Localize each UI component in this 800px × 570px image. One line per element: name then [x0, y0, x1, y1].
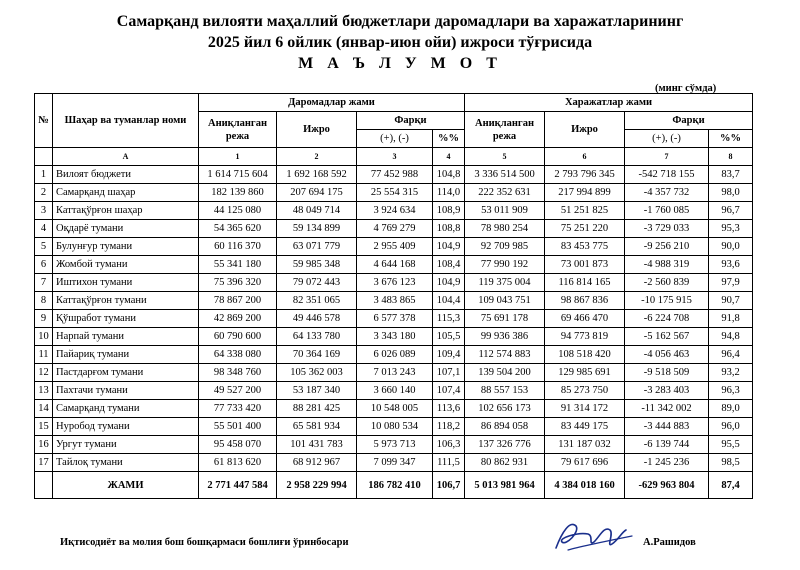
- total-revenue-diff: 186 782 410: [357, 472, 433, 499]
- row-no: 11: [35, 346, 53, 364]
- header-name: Шаҳар ва туманлар номи: [53, 94, 199, 148]
- row-revenue-percent: 104,9: [433, 274, 465, 292]
- row-revenue-diff: 2 955 409: [357, 238, 433, 256]
- row-revenue-plan: 98 348 760: [199, 364, 277, 382]
- row-revenue-plan: 182 139 860: [199, 184, 277, 202]
- row-expense-actual: 98 867 836: [545, 292, 625, 310]
- row-revenue-plan: 49 527 200: [199, 382, 277, 400]
- table-row: [35, 382, 753, 400]
- col-index-7: 7: [625, 148, 709, 166]
- total-revenue-plan: 2 771 447 584: [199, 472, 277, 499]
- row-expense-actual: 131 187 032: [545, 436, 625, 454]
- row-expense-plan: 112 574 883: [465, 346, 545, 364]
- row-expense-actual: 75 251 220: [545, 220, 625, 238]
- row-expense-plan: 88 557 153: [465, 382, 545, 400]
- table-row: [35, 436, 753, 454]
- row-revenue-diff: 4 644 168: [357, 256, 433, 274]
- row-no: 8: [35, 292, 53, 310]
- header-revenue-actual: Ижро: [277, 112, 357, 148]
- row-revenue-plan: 55 341 180: [199, 256, 277, 274]
- row-revenue-actual: 59 134 899: [277, 220, 357, 238]
- row-expense-plan: 99 936 386: [465, 328, 545, 346]
- row-revenue-actual: 82 351 065: [277, 292, 357, 310]
- row-revenue-actual: 63 071 779: [277, 238, 357, 256]
- row-expense-actual: 108 518 420: [545, 346, 625, 364]
- row-name: Тайлоқ тумани: [53, 454, 199, 472]
- document-title-info: М А Ъ Л У М О Т: [298, 55, 502, 72]
- row-name: Ургут тумани: [53, 436, 199, 454]
- row-expense-plan: 109 043 751: [465, 292, 545, 310]
- row-no: 13: [35, 382, 53, 400]
- row-expense-percent: 95,5: [709, 436, 753, 454]
- row-revenue-percent: 115,3: [433, 310, 465, 328]
- row-revenue-actual: 79 072 443: [277, 274, 357, 292]
- row-expense-actual: 94 773 819: [545, 328, 625, 346]
- header-expense-actual: Ижро: [545, 112, 625, 148]
- row-revenue-plan: 77 733 420: [199, 400, 277, 418]
- row-revenue-diff: 10 548 005: [357, 400, 433, 418]
- row-expense-diff: -1 760 085: [625, 202, 709, 220]
- row-expense-percent: 96,0: [709, 418, 753, 436]
- col-index-6: 6: [545, 148, 625, 166]
- row-expense-diff: -11 342 002: [625, 400, 709, 418]
- row-no: 9: [35, 310, 53, 328]
- row-expense-plan: 139 504 200: [465, 364, 545, 382]
- row-expense-actual: 51 251 825: [545, 202, 625, 220]
- row-expense-diff: -10 175 915: [625, 292, 709, 310]
- row-expense-plan: 3 336 514 500: [465, 166, 545, 184]
- row-expense-actual: 79 617 696: [545, 454, 625, 472]
- row-expense-actual: 83 453 775: [545, 238, 625, 256]
- row-revenue-plan: 75 396 320: [199, 274, 277, 292]
- total-expense-percent: 87,4: [709, 472, 753, 499]
- row-no: 14: [35, 400, 53, 418]
- document-title-line-1: Самарқанд вилояти маҳаллий бюджетлари даромадлари ва харажатларининг: [116, 13, 684, 30]
- row-expense-plan: 75 691 178: [465, 310, 545, 328]
- signatory-name: А.Рашидов: [643, 537, 696, 548]
- row-expense-percent: 95,3: [709, 220, 753, 238]
- row-no: 6: [35, 256, 53, 274]
- table-row: [35, 202, 753, 220]
- total-expense-plan: 5 013 981 964: [465, 472, 545, 499]
- row-no: 10: [35, 328, 53, 346]
- row-expense-diff: -3 729 033: [625, 220, 709, 238]
- row-revenue-diff: 6 026 089: [357, 346, 433, 364]
- row-expense-diff: -6 139 744: [625, 436, 709, 454]
- row-expense-diff: -4 056 463: [625, 346, 709, 364]
- document-title-line-2: 2025 йил 6 ойлик (январ-июн ойи) ижроси тўғрисида: [207, 34, 593, 51]
- row-revenue-actual: 105 362 003: [277, 364, 357, 382]
- header-revenue-percent: %%: [433, 130, 465, 148]
- row-name: Пайариқ тумани: [53, 346, 199, 364]
- signatory-position: Иқтисодиёт ва молия бош бошқармаси бошлиғи ўринбосари: [60, 537, 349, 548]
- table-row: [35, 256, 753, 274]
- row-no: 7: [35, 274, 53, 292]
- row-revenue-percent: 108,4: [433, 256, 465, 274]
- row-expense-plan: 80 862 931: [465, 454, 545, 472]
- row-revenue-percent: 108,8: [433, 220, 465, 238]
- col-index-3: 3: [357, 148, 433, 166]
- total-row: [35, 472, 753, 499]
- row-expense-diff: -3 444 883: [625, 418, 709, 436]
- col-index-5: 5: [465, 148, 545, 166]
- row-expense-diff: -4 357 732: [625, 184, 709, 202]
- row-revenue-actual: 68 912 967: [277, 454, 357, 472]
- row-revenue-plan: 60 116 370: [199, 238, 277, 256]
- table-row: [35, 238, 753, 256]
- row-name: Жомбой тумани: [53, 256, 199, 274]
- row-expense-diff: -5 162 567: [625, 328, 709, 346]
- row-name: Нарпай тумани: [53, 328, 199, 346]
- row-name: Самарқанд шаҳар: [53, 184, 199, 202]
- header-revenue-plus-minus: (+), (-): [357, 130, 433, 148]
- row-revenue-actual: 59 985 348: [277, 256, 357, 274]
- row-revenue-actual: 70 364 169: [277, 346, 357, 364]
- header-expense-percent: %%: [709, 130, 753, 148]
- row-revenue-diff: 3 483 865: [357, 292, 433, 310]
- row-revenue-actual: 207 694 175: [277, 184, 357, 202]
- col-index-1: 1: [199, 148, 277, 166]
- row-revenue-diff: 3 660 140: [357, 382, 433, 400]
- row-revenue-diff: 7 099 347: [357, 454, 433, 472]
- header-no: №: [35, 94, 53, 148]
- row-expense-plan: 53 011 909: [465, 202, 545, 220]
- row-revenue-plan: 44 125 080: [199, 202, 277, 220]
- row-expense-actual: 91 314 172: [545, 400, 625, 418]
- row-revenue-plan: 78 867 200: [199, 292, 277, 310]
- row-expense-percent: 96,7: [709, 202, 753, 220]
- row-expense-percent: 96,3: [709, 382, 753, 400]
- row-expense-plan: 77 990 192: [465, 256, 545, 274]
- row-expense-diff: -542 718 155: [625, 166, 709, 184]
- row-revenue-plan: 55 501 400: [199, 418, 277, 436]
- header-expense-diff: Фарқи: [625, 112, 753, 130]
- row-expense-percent: 91,8: [709, 310, 753, 328]
- row-revenue-plan: 61 813 620: [199, 454, 277, 472]
- row-expense-plan: 119 375 004: [465, 274, 545, 292]
- row-expense-percent: 90,0: [709, 238, 753, 256]
- total-label: ЖАМИ: [53, 472, 199, 499]
- row-expense-actual: 83 449 175: [545, 418, 625, 436]
- row-expense-actual: 129 985 691: [545, 364, 625, 382]
- row-expense-diff: -2 560 839: [625, 274, 709, 292]
- row-expense-diff: -6 224 708: [625, 310, 709, 328]
- row-expense-percent: 93,6: [709, 256, 753, 274]
- row-revenue-diff: 3 924 634: [357, 202, 433, 220]
- row-name: Пастдарғом тумани: [53, 364, 199, 382]
- row-no: 15: [35, 418, 53, 436]
- row-expense-diff: -1 245 236: [625, 454, 709, 472]
- col-index-8: 8: [709, 148, 753, 166]
- row-no: 3: [35, 202, 53, 220]
- row-revenue-diff: 5 973 713: [357, 436, 433, 454]
- col-index-4: 4: [433, 148, 465, 166]
- row-revenue-percent: 109,4: [433, 346, 465, 364]
- row-expense-percent: 93,2: [709, 364, 753, 382]
- row-expense-plan: 137 326 776: [465, 436, 545, 454]
- row-expense-plan: 92 709 985: [465, 238, 545, 256]
- row-revenue-actual: 64 133 780: [277, 328, 357, 346]
- row-revenue-percent: 105,5: [433, 328, 465, 346]
- row-revenue-diff: 3 676 123: [357, 274, 433, 292]
- row-revenue-plan: 95 458 070: [199, 436, 277, 454]
- row-revenue-actual: 65 581 934: [277, 418, 357, 436]
- row-name: Вилоят бюджети: [53, 166, 199, 184]
- row-expense-actual: 69 466 470: [545, 310, 625, 328]
- table-row: [35, 166, 753, 184]
- header-revenue-diff: Фарқи: [357, 112, 465, 130]
- row-name: Пахтачи тумани: [53, 382, 199, 400]
- row-no: 16: [35, 436, 53, 454]
- row-expense-percent: 96,4: [709, 346, 753, 364]
- row-expense-diff: -9 518 509: [625, 364, 709, 382]
- header-expense-group: Харажатлар жами: [465, 94, 753, 112]
- row-revenue-plan: 54 365 620: [199, 220, 277, 238]
- row-name: Қўшработ тумани: [53, 310, 199, 328]
- row-expense-plan: 86 894 058: [465, 418, 545, 436]
- row-expense-diff: -3 283 403: [625, 382, 709, 400]
- row-no: 12: [35, 364, 53, 382]
- row-revenue-actual: 1 692 168 592: [277, 166, 357, 184]
- row-name: Булунғур тумани: [53, 238, 199, 256]
- row-no: 1: [35, 166, 53, 184]
- row-expense-plan: 78 980 254: [465, 220, 545, 238]
- row-name: Самарқанд тумани: [53, 400, 199, 418]
- row-revenue-actual: 53 187 340: [277, 382, 357, 400]
- row-revenue-actual: 101 431 783: [277, 436, 357, 454]
- row-name: Нуробод тумани: [53, 418, 199, 436]
- row-revenue-diff: 7 013 243: [357, 364, 433, 382]
- row-name: Каттақўрғон шаҳар: [53, 202, 199, 220]
- handwritten-signature: [548, 512, 638, 560]
- row-revenue-diff: 25 554 315: [357, 184, 433, 202]
- col-index-a: А: [53, 148, 199, 166]
- total-revenue-percent: 106,7: [433, 472, 465, 499]
- row-expense-percent: 97,9: [709, 274, 753, 292]
- row-expense-actual: 73 001 873: [545, 256, 625, 274]
- table-row: [35, 310, 753, 328]
- table-row: [35, 220, 753, 238]
- row-revenue-percent: 107,4: [433, 382, 465, 400]
- header-revenue-group: Даромадлар жами: [199, 94, 465, 112]
- row-revenue-percent: 118,2: [433, 418, 465, 436]
- table-row: [35, 400, 753, 418]
- row-no: 4: [35, 220, 53, 238]
- row-expense-diff: -4 988 319: [625, 256, 709, 274]
- table-row: [35, 184, 753, 202]
- total-expense-actual: 4 384 018 160: [545, 472, 625, 499]
- row-expense-plan: 222 352 631: [465, 184, 545, 202]
- total-expense-diff: -629 963 804: [625, 472, 709, 499]
- row-expense-percent: 94,8: [709, 328, 753, 346]
- row-revenue-actual: 88 281 425: [277, 400, 357, 418]
- header-expense-plan: Аниқланган режа: [465, 112, 545, 148]
- table-row: [35, 274, 753, 292]
- unit-note: (минг сўмда): [655, 83, 717, 94]
- row-revenue-diff: 4 769 279: [357, 220, 433, 238]
- table-row: [35, 328, 753, 346]
- table-row: [35, 364, 753, 382]
- table-row: [35, 292, 753, 310]
- row-revenue-percent: 113,6: [433, 400, 465, 418]
- row-no: 17: [35, 454, 53, 472]
- row-expense-percent: 98,0: [709, 184, 753, 202]
- row-name: Оқдарё тумани: [53, 220, 199, 238]
- row-revenue-actual: 49 446 578: [277, 310, 357, 328]
- table-row: [35, 418, 753, 436]
- row-revenue-diff: 3 343 180: [357, 328, 433, 346]
- budget-table: [34, 93, 753, 499]
- row-name: Каттақўрғон тумани: [53, 292, 199, 310]
- row-revenue-percent: 108,9: [433, 202, 465, 220]
- row-revenue-actual: 48 049 714: [277, 202, 357, 220]
- row-expense-percent: 98,5: [709, 454, 753, 472]
- row-revenue-percent: 107,1: [433, 364, 465, 382]
- row-name: Иштихон тумани: [53, 274, 199, 292]
- row-revenue-percent: 104,8: [433, 166, 465, 184]
- row-expense-plan: 102 656 173: [465, 400, 545, 418]
- row-revenue-percent: 111,5: [433, 454, 465, 472]
- col-index-blank: [35, 148, 53, 166]
- row-expense-diff: -9 256 210: [625, 238, 709, 256]
- row-expense-actual: 217 994 899: [545, 184, 625, 202]
- row-revenue-diff: 77 452 988: [357, 166, 433, 184]
- col-index-2: 2: [277, 148, 357, 166]
- row-no: 5: [35, 238, 53, 256]
- header-expense-plus-minus: (+), (-): [625, 130, 709, 148]
- row-no: 2: [35, 184, 53, 202]
- row-expense-actual: 2 793 796 345: [545, 166, 625, 184]
- row-expense-percent: 90,7: [709, 292, 753, 310]
- row-expense-percent: 89,0: [709, 400, 753, 418]
- row-revenue-percent: 104,4: [433, 292, 465, 310]
- header-revenue-plan: Аниқланган режа: [199, 112, 277, 148]
- total-revenue-actual: 2 958 229 994: [277, 472, 357, 499]
- table-row: [35, 346, 753, 364]
- row-revenue-diff: 6 577 378: [357, 310, 433, 328]
- row-revenue-plan: 1 614 715 604: [199, 166, 277, 184]
- total-no: [35, 472, 53, 499]
- row-expense-percent: 83,7: [709, 166, 753, 184]
- row-revenue-plan: 64 338 080: [199, 346, 277, 364]
- row-expense-actual: 116 814 165: [545, 274, 625, 292]
- row-revenue-plan: 60 790 600: [199, 328, 277, 346]
- row-revenue-percent: 106,3: [433, 436, 465, 454]
- row-revenue-diff: 10 080 534: [357, 418, 433, 436]
- table-row: [35, 454, 753, 472]
- row-revenue-percent: 104,9: [433, 238, 465, 256]
- row-revenue-percent: 114,0: [433, 184, 465, 202]
- row-expense-actual: 85 273 750: [545, 382, 625, 400]
- row-revenue-plan: 42 869 200: [199, 310, 277, 328]
